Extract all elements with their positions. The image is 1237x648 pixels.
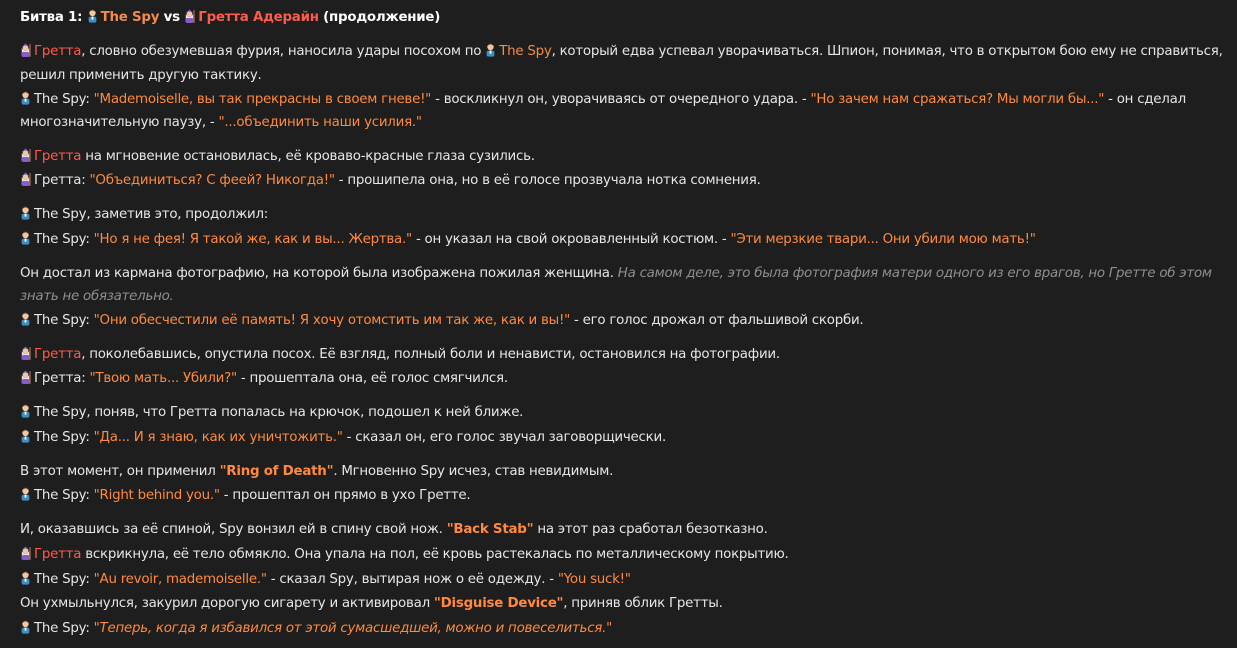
narration: на этот раз сработал безотказно. bbox=[533, 522, 768, 537]
narration: - прошептала она, её голос смягчился. bbox=[236, 371, 508, 386]
title-suffix: (продолжение) bbox=[323, 10, 441, 25]
paragraph-1 bbox=[20, 40, 1223, 87]
speaker-spy: The Spy: bbox=[34, 313, 90, 328]
quote: "You suck!" bbox=[557, 572, 631, 587]
mage-emoji-icon bbox=[20, 346, 31, 360]
speaker-spy: The Spy: bbox=[34, 488, 90, 503]
narration: , поняв, что Гретта попалась на крючок, подошел к ней ближе. bbox=[86, 405, 524, 420]
aside-narration: знать не обязательно. bbox=[20, 289, 174, 304]
paragraph-9-line-1 bbox=[20, 518, 1223, 542]
paragraph-7-line-1 bbox=[20, 401, 1223, 425]
speaker-spy: The Spy: bbox=[34, 92, 90, 107]
battle-title bbox=[20, 6, 1223, 30]
speaker-spy: The Spy: bbox=[34, 430, 90, 445]
paragraph-9-line-5 bbox=[20, 617, 1223, 641]
narration: , который едва успевал уворачиваться. Шпион, понимая, что в открытом бою ему не справиться, решил применить другую тактику. bbox=[20, 44, 1223, 83]
ability-name: "Back Stab" bbox=[446, 522, 534, 537]
gretta-name: Гретта bbox=[34, 347, 82, 362]
man-emoji-icon bbox=[20, 206, 31, 220]
man-emoji-icon bbox=[20, 571, 31, 585]
aside-narration: На самом деле, это была фотография матери одного из его врагов, но Гретте об этом bbox=[617, 266, 1212, 281]
quote: "Но я не фея! Я такой же, как и вы... Жертва." bbox=[93, 232, 412, 247]
quote: "Mademoiselle, вы так прекрасны в своем гневе!" bbox=[93, 92, 432, 107]
gretta-name: Гретта bbox=[34, 44, 82, 59]
speaker-spy: The Spy: bbox=[34, 621, 90, 636]
quote: "Объединиться? С феей? Никогда!" bbox=[89, 173, 335, 188]
paragraph-5-line-3 bbox=[20, 309, 1223, 333]
gretta-name: Гретта bbox=[34, 149, 82, 164]
man-emoji-icon bbox=[20, 404, 31, 418]
narration: , словно обезумевшая фурия, наносила удары посохом по bbox=[81, 44, 486, 59]
title-prefix: Битва 1: bbox=[20, 10, 83, 25]
paragraph-9-line-3 bbox=[20, 568, 1223, 592]
narration: - прошептал он прямо в ухо Гретте. bbox=[219, 488, 471, 503]
narration: - его голос дрожал от фальшивой скорби. bbox=[570, 313, 864, 328]
mage-emoji-icon bbox=[184, 9, 195, 23]
speaker-gretta: Гретта: bbox=[34, 371, 86, 386]
spy-name: The Spy bbox=[34, 405, 87, 420]
paragraph-5-line-2 bbox=[20, 285, 1223, 309]
narration: на мгновение остановилась, её кроваво-красные глаза сузились. bbox=[81, 149, 535, 164]
paragraph-2-line-2 bbox=[20, 111, 1223, 135]
paragraph-5-line-1 bbox=[20, 262, 1223, 286]
man-emoji-icon bbox=[485, 43, 496, 57]
narration: , заметив это, продолжил: bbox=[86, 207, 269, 222]
man-emoji-icon bbox=[87, 9, 98, 23]
man-emoji-icon bbox=[20, 91, 31, 105]
paragraph-4-line-2 bbox=[20, 228, 1223, 252]
quote: "...объединить наши усилия." bbox=[218, 115, 422, 130]
title-gretta-name: Гретта Адерайн bbox=[198, 10, 319, 25]
spy-name: The Spy bbox=[499, 44, 552, 59]
narration: - прошипела она, но в её голосе прозвучала нотка сомнения. bbox=[334, 173, 761, 188]
quote: "Эти мерзкие твари... Они убили мою мать!" bbox=[730, 232, 1036, 247]
man-emoji-icon bbox=[20, 620, 31, 634]
man-emoji-icon bbox=[20, 312, 31, 326]
narration: В этот момент, он применил bbox=[20, 464, 220, 479]
narration: - сказал Spy, вытирая нож о её одежду. - bbox=[266, 572, 558, 587]
title-spy-name: The Spy bbox=[100, 10, 160, 25]
ability-name: "Disguise Device" bbox=[433, 596, 564, 611]
narration: И, оказавшись за её спиной, Spy вонзил ей в спину свой нож. bbox=[20, 522, 447, 537]
narration: многозначительную паузу, - bbox=[20, 115, 219, 130]
title-vs: vs bbox=[163, 10, 180, 25]
narration: - воскликнул он, уворачиваясь от очередного удара. - bbox=[431, 92, 811, 107]
man-emoji-icon bbox=[20, 231, 31, 245]
quote: "Да... И я знаю, как их уничтожить." bbox=[93, 430, 343, 445]
spy-name: The Spy bbox=[34, 207, 87, 222]
paragraph-9-line-4 bbox=[20, 592, 1223, 616]
narration: , поколебавшись, опустила посох. Её взгляд, полный боли и ненависти, остановился на фотографии. bbox=[81, 347, 780, 362]
narration: - он указал на свой окровавленный костюм. - bbox=[411, 232, 731, 247]
paragraph-7-line-2 bbox=[20, 426, 1223, 450]
speaker-gretta: Гретта: bbox=[34, 173, 86, 188]
quote: "Они обесчестили её память! Я хочу отомстить им так же, как и вы!" bbox=[93, 313, 570, 328]
speaker-spy: The Spy: bbox=[34, 232, 90, 247]
narration: Он достал из кармана фотографию, на которой была изображена пожилая женщина. bbox=[20, 266, 618, 281]
paragraph-4-line-1 bbox=[20, 203, 1223, 227]
mage-emoji-icon bbox=[20, 546, 31, 560]
paragraph-6-line-2 bbox=[20, 367, 1223, 391]
narration: Он ухмыльнулся, закурил дорогую сигарету и активировал bbox=[20, 596, 434, 611]
man-emoji-icon bbox=[20, 429, 31, 443]
paragraph-2-line-1 bbox=[20, 88, 1223, 112]
narration: - сказал он, его голос звучал заговорщически. bbox=[342, 430, 666, 445]
paragraph-9-line-2 bbox=[20, 543, 1223, 567]
quote: "Но зачем нам сражаться? Мы могли бы..." bbox=[810, 92, 1105, 107]
quote: "Right behind you." bbox=[93, 488, 220, 503]
paragraph-8-line-1 bbox=[20, 460, 1223, 484]
paragraph-3-line-1 bbox=[20, 145, 1223, 169]
man-emoji-icon bbox=[20, 487, 31, 501]
paragraph-3-line-2 bbox=[20, 169, 1223, 193]
mage-emoji-icon bbox=[20, 172, 31, 186]
narration: , приняв облик Гретты. bbox=[563, 596, 723, 611]
mage-emoji-icon bbox=[20, 148, 31, 162]
quote: "Au revoir, mademoiselle." bbox=[93, 572, 267, 587]
quote: "Твою мать... Убили?" bbox=[89, 371, 237, 386]
quote: "Теперь, когда я избавился от этой сумасшедшей, можно и повеселиться." bbox=[93, 621, 613, 636]
gretta-name: Гретта bbox=[34, 547, 82, 562]
ability-name: "Ring of Death" bbox=[219, 464, 334, 479]
narration: вскрикнула, её тело обмякло. Она упала на пол, её кровь растекалась по металлическому покрытию. bbox=[81, 547, 789, 562]
speaker-spy: The Spy: bbox=[34, 572, 90, 587]
narration: - он сделал bbox=[1104, 92, 1186, 107]
mage-emoji-icon bbox=[20, 370, 31, 384]
narration: . Мгновенно Spy исчез, став невидимым. bbox=[333, 464, 614, 479]
paragraph-6-line-1 bbox=[20, 343, 1223, 367]
mage-emoji-icon bbox=[20, 43, 31, 57]
paragraph-8-line-2 bbox=[20, 484, 1223, 508]
